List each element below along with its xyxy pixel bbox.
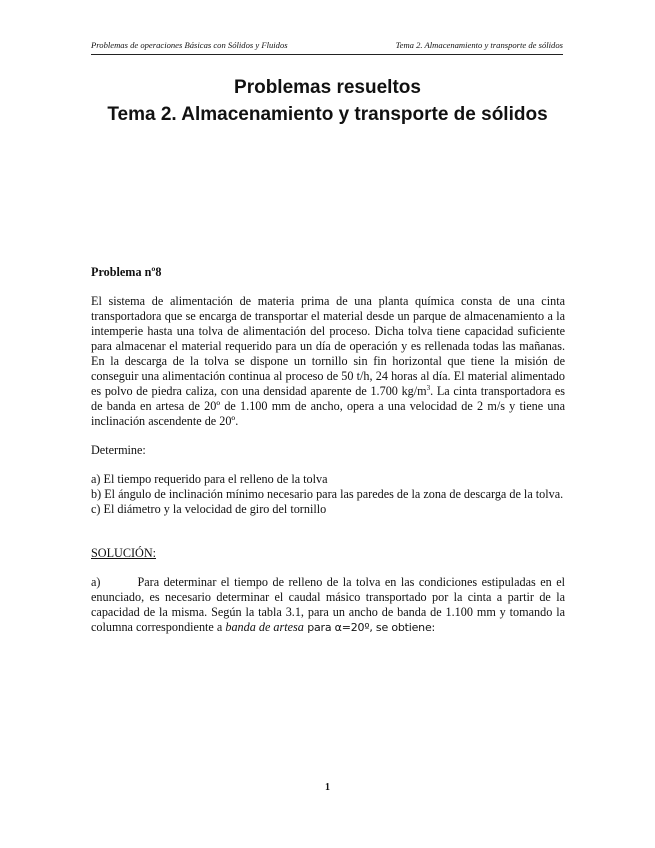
solution-paragraph: [91, 575, 565, 635]
statement-superscript: 3: [426, 383, 431, 392]
question-item: b) El ángulo de inclinación mínimo necesario para las paredes de la zona de descarga de la tolva.: [91, 487, 564, 501]
problem-heading: Problema nº8: [91, 265, 162, 279]
solution-heading: SOLUCIÓN:: [91, 546, 157, 560]
header-left: Problemas de operaciones Básicas con Sólidos y Fluidos: [91, 40, 288, 50]
solution-tail: para α=20º, se obtiene:: [303, 621, 436, 634]
question-item: a) El tiempo requerido para el relleno de la tolva: [91, 472, 328, 486]
problem-statement: [91, 294, 565, 429]
doc-title-line1: Problemas resueltos: [234, 77, 421, 98]
question-list: [91, 472, 565, 517]
determine-label: Determine:: [91, 443, 146, 457]
header-right: Tema 2. Almacenamiento y transporte de sólidos: [395, 40, 563, 50]
page-number: 1: [325, 782, 330, 793]
solution-italic-text: banda de artesa: [225, 620, 304, 634]
page-header: [91, 40, 563, 55]
question-item: c) El diámetro y la velocidad de giro del tornillo: [91, 502, 327, 516]
doc-title-line2: Tema 2. Almacenamiento y transporte de sólidos: [107, 104, 548, 125]
solution-label: a): [91, 575, 101, 589]
solution-text: Para determinar el tiempo de relleno de la tolva en las condiciones estipuladas en el enunciado, es necesario determinar el caudal másico transportado por la cinta a partir de la capacidad de la misma. Según la tabla 3.1, para un ancho de banda de 1.100 mm y tomando la columna correspondiente a: [91, 575, 565, 634]
statement-part-a: El sistema de alimentación de materia prima de una planta química consta de una cinta transportadora que se encarga de transportar el material desde un parque de almacenamiento a la intemperie hasta una tolva de alimentación del proceso. Dicha tolva tiene capacidad suficiente para almacenar el material requerido para un día de operación y es rellenada todas las mañanas. En la descarga de la tolva se dispone un tornillo sin fin horizontal que tiene la misión de conseguir una alimentación continua al proceso de 50 t/h, 24 horas al día. El material alimentado es polvo de piedra caliza, con una densidad aparente de 1.700 kg/m: [91, 294, 565, 398]
statement-part-b: . La cinta transportadora es de banda en artesa de 20º de 1.100 mm de ancho, opera a una velocidad de 2 m/s y tiene una inclinación ascendente de 20º.: [91, 384, 565, 428]
